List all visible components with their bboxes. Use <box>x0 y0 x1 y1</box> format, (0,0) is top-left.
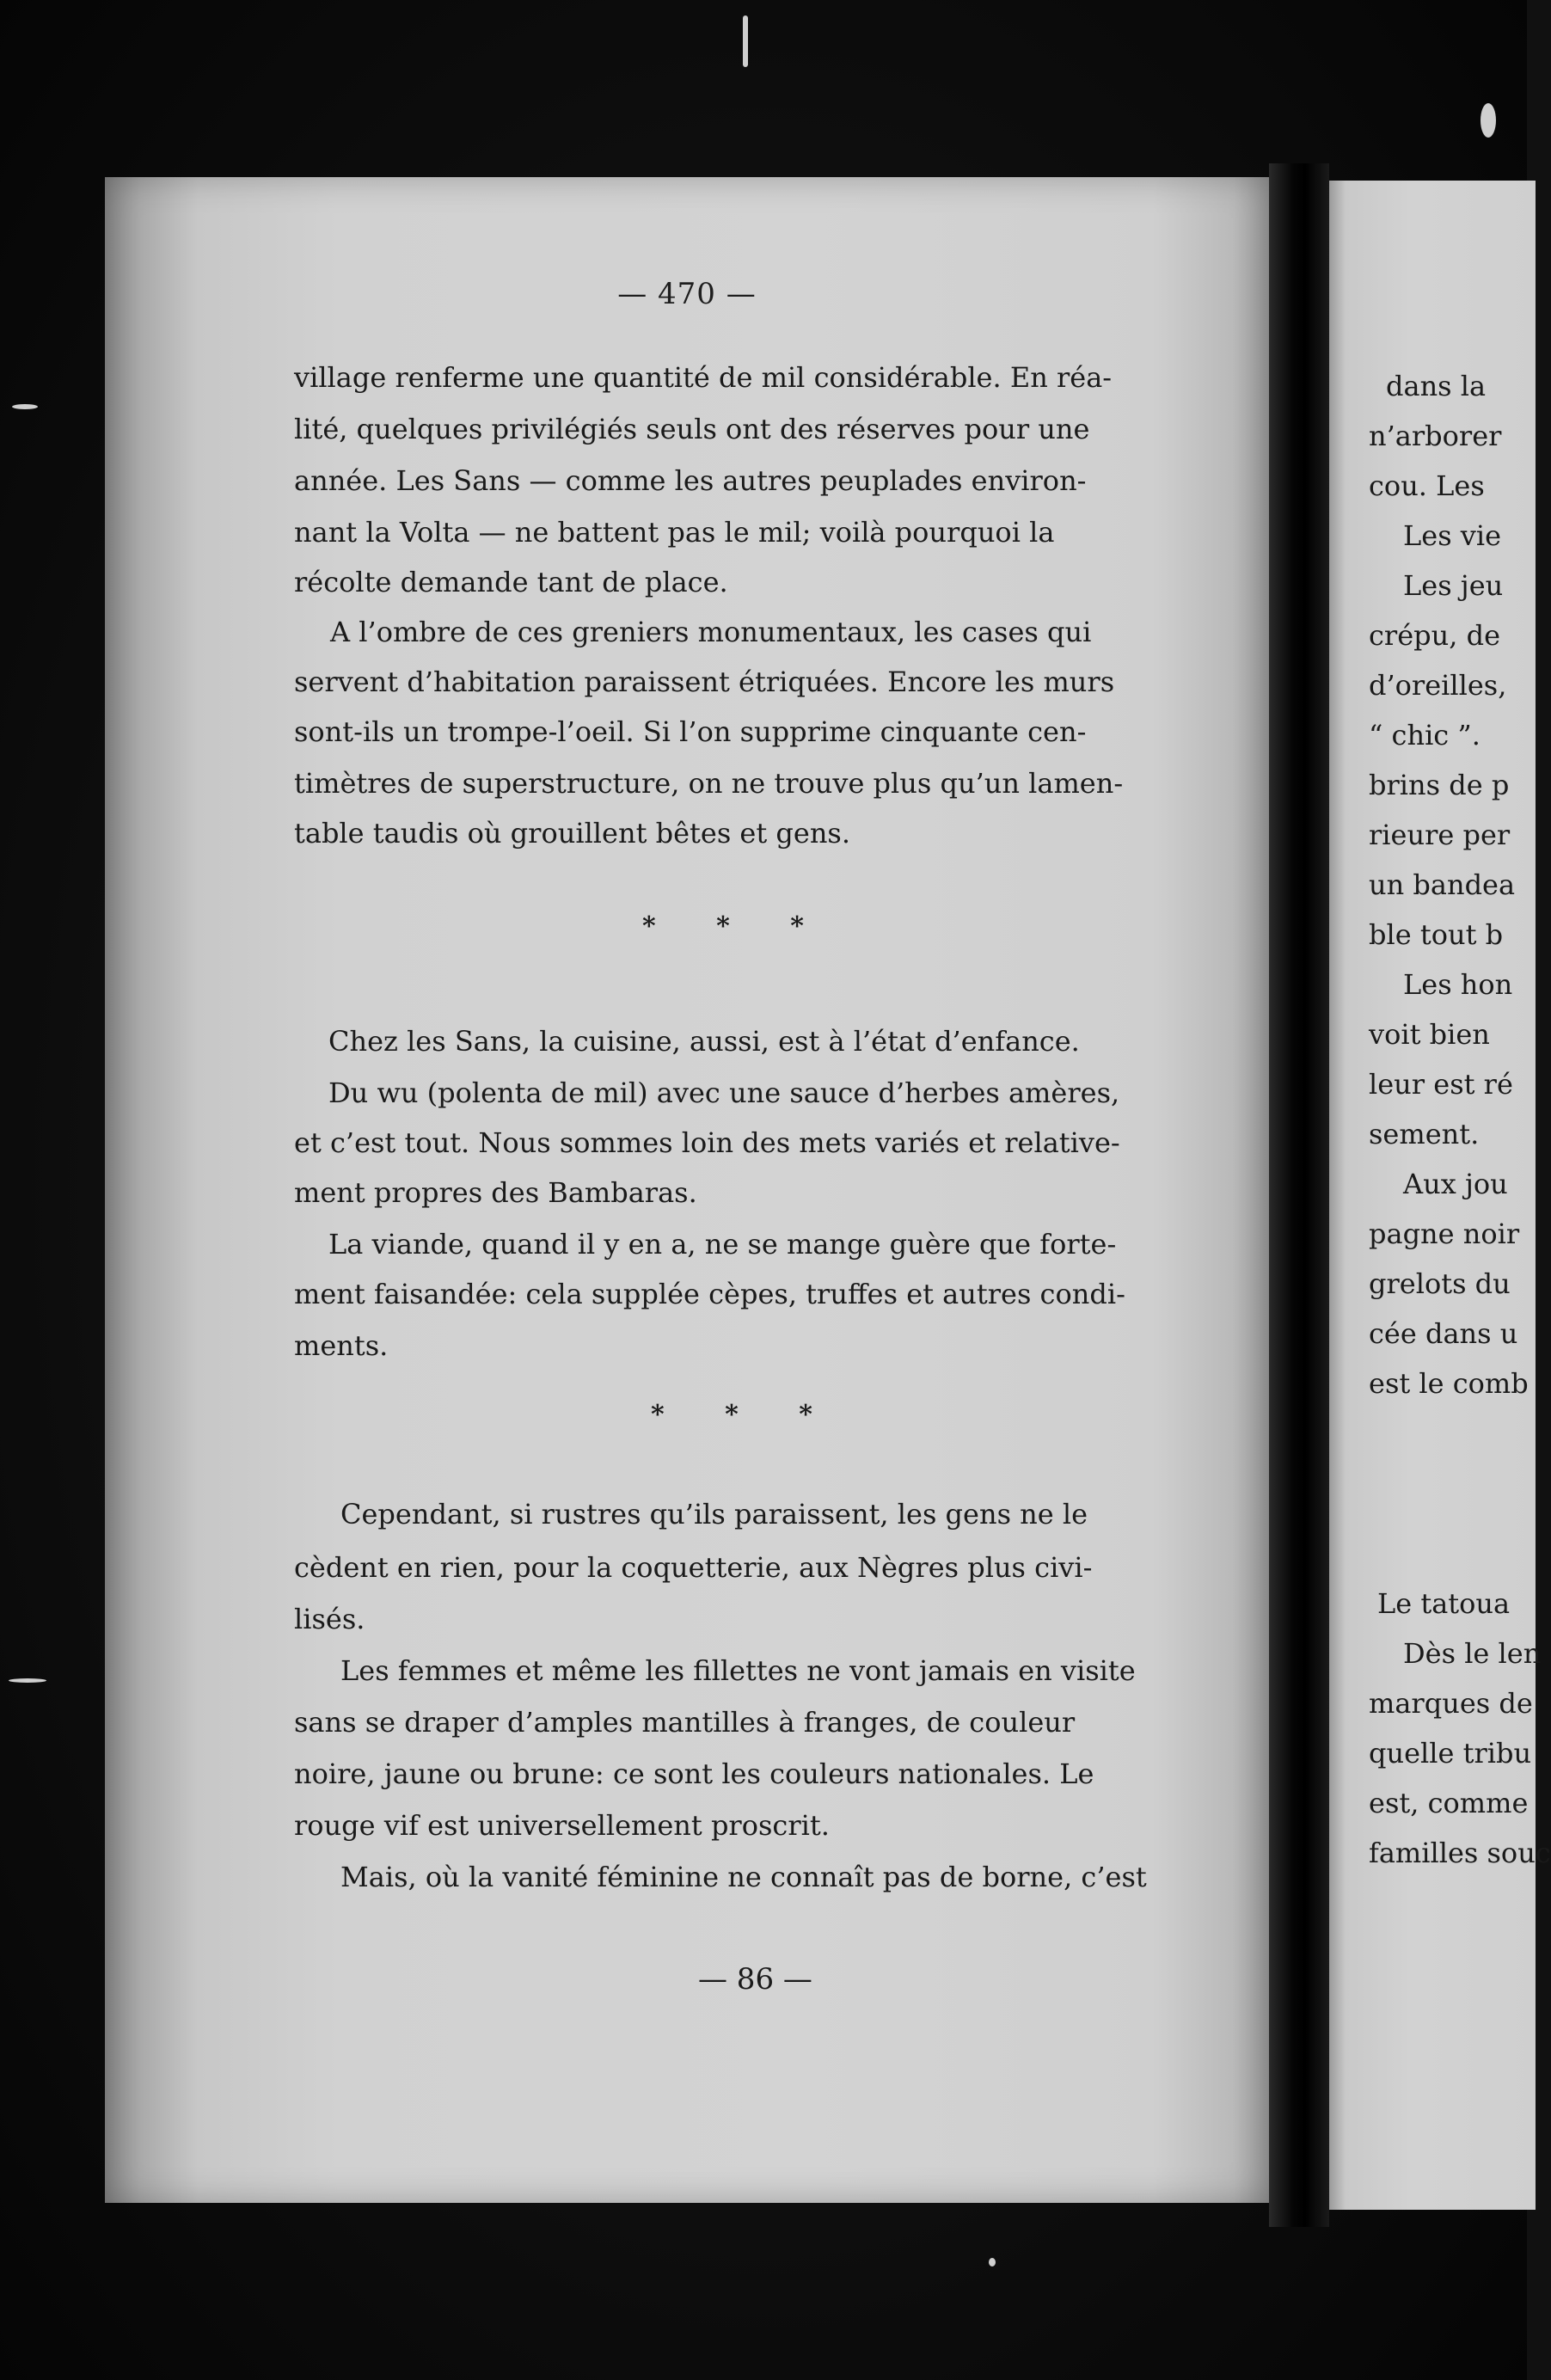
text-line: village renferme une quantité de mil considérable. En réa- <box>294 361 1113 394</box>
text-line: Mais, où la vanité féminine ne connaît pas de borne, c’est <box>340 1861 1147 1893</box>
text-line: rouge vif est universellement proscrit. <box>294 1809 830 1842</box>
text-line: marques de <box>1369 1687 1533 1720</box>
text-line: nant la Volta — ne battent pas le mil; voilà pourquoi la <box>294 516 1055 549</box>
text-line: est, comme <box>1369 1787 1529 1819</box>
right-page <box>1329 181 1551 2210</box>
text-line: récolte demande tant de place. <box>294 566 728 598</box>
text-line: Les vie <box>1403 519 1502 552</box>
dust-speck <box>12 404 38 409</box>
text-line: sont-ils un trompe-l’oeil. Si l’on supprime cinquante cen- <box>294 715 1087 748</box>
text-line: cée dans u <box>1369 1317 1518 1350</box>
text-line: lité, quelques privilégiés seuls ont des réserves pour une <box>294 413 1090 445</box>
text-line: familles souc <box>1369 1837 1551 1869</box>
text-line: Du wu (polenta de mil) avec une sauce d’herbes amères, <box>328 1077 1120 1109</box>
text-line: table taudis où grouillent bêtes et gens. <box>294 817 851 850</box>
text-line: dans la <box>1386 370 1487 402</box>
text-line: timètres de superstructure, on ne trouve plus qu’un lamen- <box>294 767 1124 800</box>
text-line: brins de p <box>1369 769 1510 801</box>
text-line: pagne noir <box>1369 1218 1520 1250</box>
text-line: d’oreilles, <box>1369 669 1507 702</box>
section-separator: * * * <box>642 911 830 942</box>
text-line: noire, jaune ou brune: ce sont les couleurs nationales. Le <box>294 1757 1094 1790</box>
text-line: et c’est tout. Nous sommes loin des mets variés et relative- <box>294 1126 1120 1159</box>
text-line: un bandea <box>1369 868 1516 901</box>
text-line: “ chic ”. <box>1369 719 1480 751</box>
text-line: ble tout b <box>1369 918 1504 951</box>
dust-speck <box>1480 103 1496 138</box>
text-line: Les jeu <box>1403 569 1504 602</box>
text-line: Cependant, si rustres qu’ils paraissent, les gens ne le <box>340 1498 1088 1530</box>
text-line: voit bien <box>1369 1018 1490 1051</box>
text-line: Dès le len <box>1403 1637 1542 1670</box>
text-line: n’arborer <box>1369 420 1502 452</box>
text-line: rieure per <box>1369 819 1511 851</box>
text-line: leur est ré <box>1369 1068 1513 1101</box>
page-footer-number: — 86 — <box>698 1962 812 1997</box>
text-line: sans se draper d’amples mantilles à franges, de couleur <box>294 1706 1076 1739</box>
text-line: ments. <box>294 1329 389 1362</box>
text-line: La viande, quand il y en a, ne se mange guère que forte- <box>328 1228 1117 1261</box>
text-line: lisés. <box>294 1603 365 1635</box>
text-line: Le tatoua <box>1377 1587 1511 1620</box>
text-line: A l’ombre de ces greniers monumentaux, les cases qui <box>330 616 1092 648</box>
dust-speck <box>9 1678 46 1683</box>
section-separator: * * * <box>651 1400 838 1430</box>
book-gutter <box>1269 163 1329 2227</box>
page-header-number: — 470 — <box>617 277 757 311</box>
text-line: crépu, de <box>1369 619 1501 652</box>
text-line: ment faisandée: cela supplée cèpes, truffes et autres condi- <box>294 1278 1125 1310</box>
text-line: quelle tribu <box>1369 1737 1532 1770</box>
dust-speck <box>743 15 748 67</box>
text-line: Aux jou <box>1403 1168 1508 1200</box>
dust-speck <box>989 2258 996 2267</box>
text-line: Les femmes et même les fillettes ne vont jamais en visite <box>340 1654 1136 1687</box>
text-line: est le comb <box>1369 1367 1529 1400</box>
text-line: servent d’habitation paraissent étriquées. Encore les murs <box>294 666 1115 698</box>
text-line: Chez les Sans, la cuisine, aussi, est à l’état d’enfance. <box>328 1025 1080 1058</box>
text-line: Les hon <box>1403 968 1513 1001</box>
text-line: cèdent en rien, pour la coquetterie, aux Nègres plus civi- <box>294 1551 1093 1584</box>
text-line: cou. Les <box>1369 469 1485 502</box>
text-line: année. Les Sans — comme les autres peuplades environ- <box>294 464 1087 497</box>
text-line: ment propres des Bambaras. <box>294 1176 697 1209</box>
text-line: sement. <box>1369 1118 1480 1150</box>
text-line: grelots du <box>1369 1267 1511 1300</box>
